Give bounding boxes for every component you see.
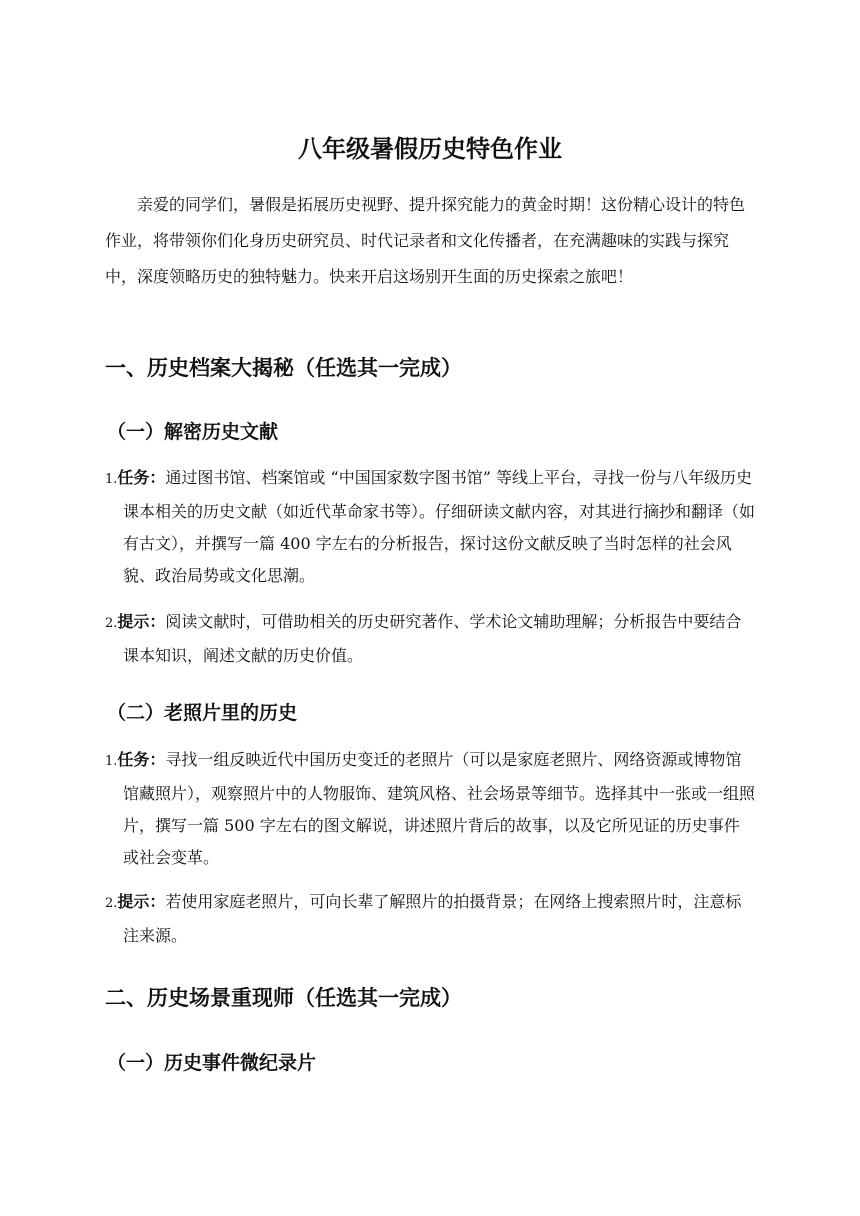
item-lead: 任务： bbox=[117, 750, 166, 769]
subsection-heading: （一）历史事件微纪录片 bbox=[107, 1052, 317, 1074]
item-number: 1. bbox=[105, 472, 118, 487]
section-heading: 一、历史档案大揭秘（任选其一完成） bbox=[105, 356, 462, 380]
item-lead: 任务： bbox=[117, 468, 166, 487]
document-title: 八年级暑假历史特色作业 bbox=[298, 135, 562, 163]
item-text: 阅读文献时，可借助相关的历史研究著作、学术论文辅助理解；分析报告中要结合课本知识，阐述文献的历史价值。 bbox=[123, 612, 742, 665]
item-lead: 提示： bbox=[117, 892, 166, 911]
section-heading: 二、历史场景重现师（任选其一完成） bbox=[105, 986, 462, 1010]
item-number: 2. bbox=[105, 896, 118, 911]
item-text: 通过图书馆、档案馆或 “中国国家数字图书馆” 等线上平台，寻找一份与八年级历史课本相关的历史文献（如近代革命家书等）。仔细研读文献内容，对其进行摘抄和翻译（如有古文），并撰写一篇 400 字左右的分析报告，探讨这份文献反映了当时怎样的社会风貌、政治局势或文化思潮。 bbox=[123, 468, 756, 585]
list-item bbox=[105, 886, 755, 952]
list-item bbox=[105, 606, 755, 672]
intro-paragraph: 亲爱的同学们，暑假是拓展历史视野、提升探究能力的黄金时期！这份精心设计的特色作业，将带领你们化身历史研究员、时代记录者和文化传播者，在充满趣味的实践与探究中，深度领略历史的独特魅力。快来开启这场别开生面的历史探索之旅吧！ bbox=[105, 195, 746, 286]
list-item bbox=[105, 462, 755, 592]
item-lead: 提示： bbox=[117, 612, 166, 631]
item-text: 若使用家庭老照片，可向长辈了解照片的拍摄背景；在网络上搜索照片时，注意标注来源。 bbox=[123, 892, 742, 945]
item-number: 1. bbox=[105, 754, 118, 769]
subsection-heading: （二）老照片里的历史 bbox=[107, 702, 298, 724]
subsection-heading: （一）解密历史文献 bbox=[107, 421, 279, 443]
list-item bbox=[105, 744, 755, 874]
item-text: 寻找一组反映近代中国历史变迁的老照片（可以是家庭老照片、网络资源或博物馆馆藏照片），观察照片中的人物服饰、建筑风格、社会场景等细节。选择其中一张或一组照片，撰写一篇 500 字左右的图文解说，讲述照片背后的故事，以及它所见证的历史事件或社会变革。 bbox=[123, 750, 756, 867]
item-number: 2. bbox=[105, 616, 118, 631]
